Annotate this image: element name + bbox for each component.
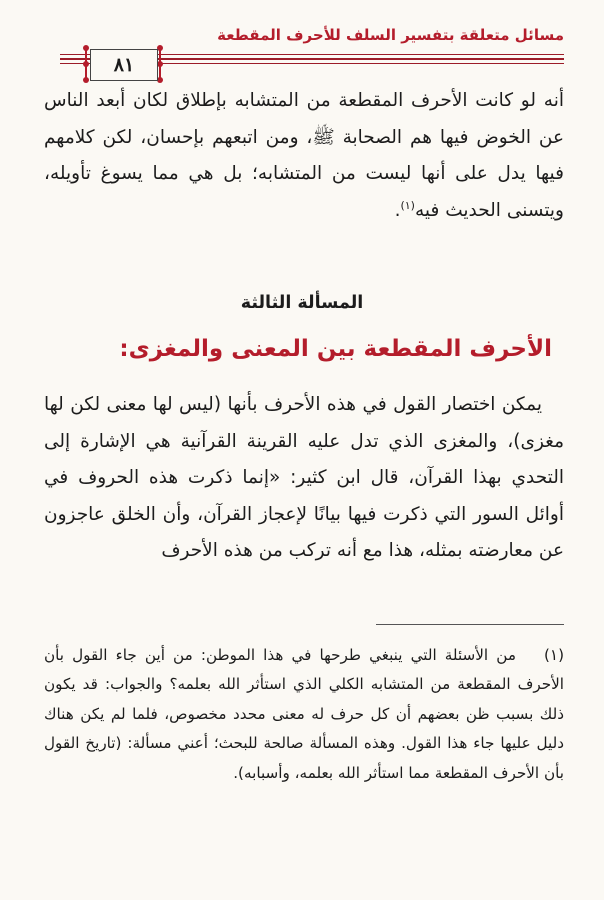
paragraph-text: أنه لو كانت الأحرف المقطعة من المتشابه بإطلاق لكان أبعد الناس عن الخوض فيها هم الصحابة ﷺ، ومن اتبعهم بإحسان، لكن كلامهم فيها يدل على أنها ليست من المتشابه؛ بل هي مما يسوغ تأويله، ويتسنى الحديث فيه <box>44 90 564 221</box>
paragraph-end: . <box>394 199 401 221</box>
paragraph <box>44 83 564 229</box>
section-title: الأحرف المقطعة بين المعنى والمغزى: <box>119 336 552 362</box>
footnote-marker[interactable]: (١) <box>400 198 415 212</box>
running-title: مسائل متعلقة بتفسير السلف للأحرف المقطعة <box>217 26 564 44</box>
footnote-number: (١) <box>543 646 564 664</box>
footnote-text: من الأسئلة التي ينبغي طرحها في هذا الموطن: من أين جاء القول بأن الأحرف المقطعة من المتشابه الكلي الذي استأثر الله بعلمه؟ والجواب: قد يكون ذلك بسبب ظن بعضهم أن كل حرف له معنى محدد مخصوص، فلما لم يكن هناك دليل عليها جاء هذا القول. وهذه المسألة صالحة للبحث؛ أعني مسألة: (تاريخ القول بأن الأحرف المقطعة مما استأثر الله بعلمه، وأسبابه). <box>44 646 564 782</box>
section-heading: المسألة الثالثة <box>240 293 364 313</box>
footnote-divider <box>376 624 564 625</box>
paragraph: يمكن اختصار القول في هذه الأحرف بأنها (ليس لها معنى لكن لها مغزى)، والمغزى الذي تدل عليه القرينة القرآنية هي الإشارة إلى التحدي بهذا القرآن، قال ابن كثير: «إنما ذكرت هذه الحروف في أوائل السور التي ذكرت فيها بيانًا لإعجاز القرآن، وأن الخلق عاجزون عن معارضته بمثله، هذا مع أنه تركب من هذه الأحرف <box>44 394 564 561</box>
footnote <box>44 641 564 788</box>
page-number: ٨١ <box>90 49 158 81</box>
